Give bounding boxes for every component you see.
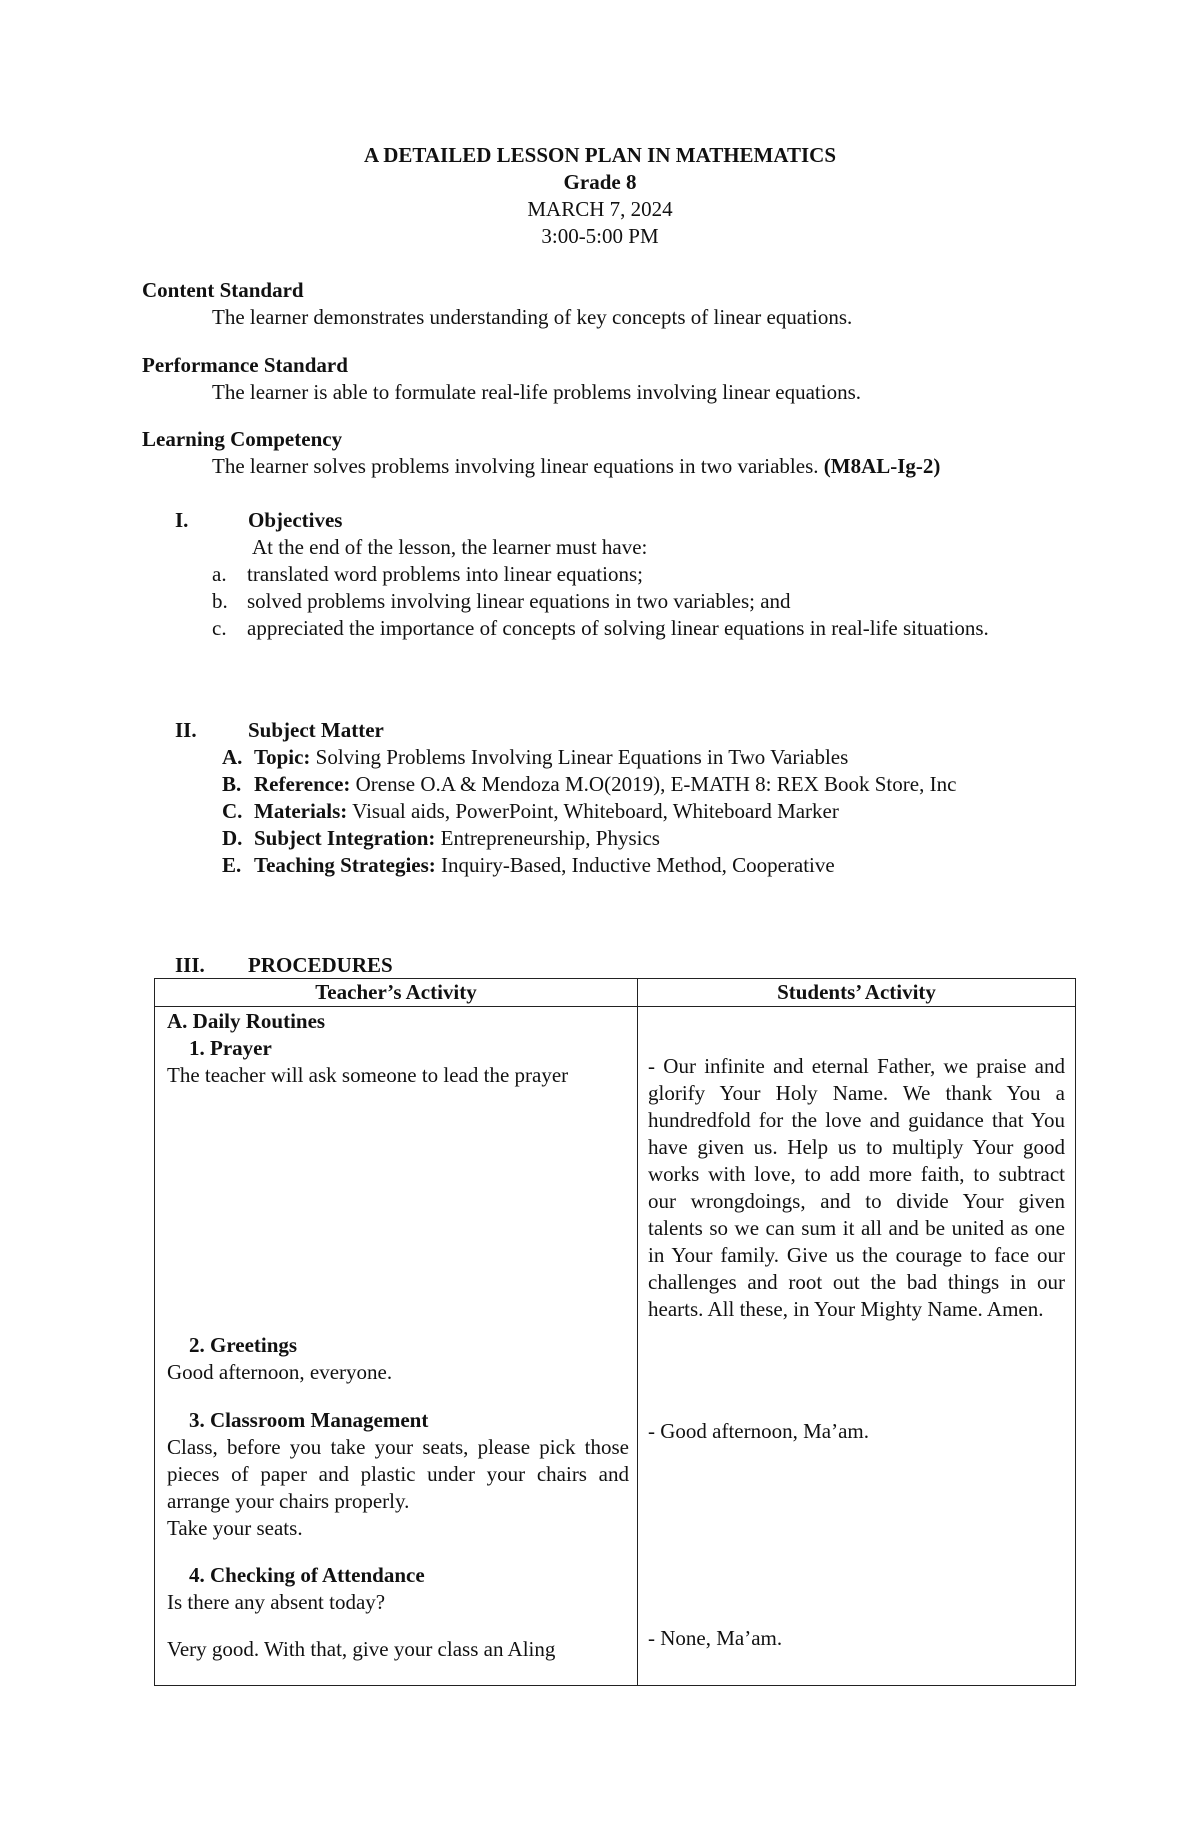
objectives-heading: Objectives (248, 508, 343, 532)
learning-competency-line (212, 453, 940, 480)
procedures-numeral: III. (175, 953, 205, 977)
subject-matter-numeral: II. (175, 718, 197, 742)
subject-item-topic (254, 744, 848, 771)
objective-b-text: solved problems involving linear equations in two variables; and (247, 589, 791, 613)
student-prayer-response: - Our infinite and eternal Father, we praise and glorify Your Holy Name. We thank You a hundredfold for the love and guidance that You have given us. Help us to multiply Your good works with love, to add more faith, to subtract our wrongdoings, and to divide Your given talents so we can sum it all and be united as one in Your family. Give us the courage to face our challenges and root out the bad things in our hearts. All these, in Your Mighty Name. Amen. (648, 1054, 1065, 1321)
learning-competency-text: The learner solves problems involving linear equations in two variables. (212, 454, 819, 478)
greetings-text: Good afternoon, everyone. (167, 1360, 393, 1384)
take-seats-text: Take your seats. (167, 1516, 303, 1540)
teacher-activity-cell (155, 1007, 638, 1686)
daily-routines-heading: A. Daily Routines (167, 1009, 326, 1033)
objectives-numeral: I. (175, 508, 189, 532)
materials-value: Visual aids, PowerPoint, Whiteboard, Whiteboard Marker (352, 799, 839, 823)
objective-c-text: appreciated the importance of concepts of solving linear equations in real-life situations. (247, 616, 989, 640)
reference-value: Orense O.A & Mendoza M.O(2019), E-MATH 8: REX Book Store, Inc (355, 772, 957, 796)
attendance-heading: 4. Checking of Attendance (189, 1563, 425, 1587)
student-greeting-response: - Good afternoon, Ma’am. (648, 1419, 870, 1443)
classroom-management-heading: 3. Classroom Management (189, 1408, 429, 1432)
objective-b-letter: b. (212, 589, 228, 613)
prayer-instruction: The teacher will ask someone to lead the prayer (167, 1063, 569, 1087)
subject-item-integration (254, 825, 660, 852)
materials-label: Materials: (254, 799, 348, 823)
integration-label: Subject Integration: (254, 826, 436, 850)
attendance-question: Is there any absent today? (167, 1590, 386, 1614)
students-activity-cell (638, 1007, 1076, 1686)
topic-label: Topic: (254, 745, 311, 769)
lesson-date: MARCH 7, 2024 (527, 197, 673, 221)
content-standard-text: The learner demonstrates understanding of key concepts of linear equations. (212, 305, 853, 329)
document-title: A DETAILED LESSON PLAN IN MATHEMATICS (364, 143, 836, 167)
procedures-heading: PROCEDURES (248, 953, 393, 977)
subject-item-e-letter: E. (222, 853, 242, 877)
subject-item-a-letter: A. (222, 745, 243, 769)
procedures-table (154, 978, 1076, 1686)
objective-a-text: translated word problems into linear equations; (247, 562, 643, 586)
content-standard-heading: Content Standard (142, 278, 304, 302)
grade-label: Grade 8 (563, 170, 637, 194)
competency-code: (M8AL-Ig-2) (823, 454, 941, 478)
objective-c-letter: c. (212, 616, 227, 640)
classroom-management-text: Class, before you take your seats, please pick those pieces of paper and plastic under your chairs and arrange your chairs properly. (167, 1435, 629, 1513)
lesson-time: 3:00-5:00 PM (541, 224, 659, 248)
learning-competency-heading: Learning Competency (142, 427, 343, 451)
students-activity-header: Students’ Activity (638, 979, 1076, 1007)
strategies-value: Inquiry-Based, Inductive Method, Cooperative (441, 853, 835, 877)
subject-item-b-letter: B. (222, 772, 242, 796)
performance-standard-text: The learner is able to formulate real-life problems involving linear equations. (212, 380, 862, 404)
student-attendance-response: - None, Ma’am. (648, 1626, 783, 1650)
integration-value: Entrepreneurship, Physics (440, 826, 660, 850)
teacher-activity-header: Teacher’s Activity (155, 979, 638, 1007)
attendance-followup: Very good. With that, give your class an Aling (167, 1637, 556, 1661)
topic-value: Solving Problems Involving Linear Equations in Two Variables (315, 745, 849, 769)
strategies-label: Teaching Strategies: (254, 853, 436, 877)
subject-item-materials (254, 798, 839, 825)
objective-a-letter: a. (212, 562, 227, 586)
subject-item-c-letter: C. (222, 799, 243, 823)
procedures-body-row (155, 1007, 1076, 1686)
greetings-heading: 2. Greetings (189, 1333, 298, 1357)
prayer-heading: 1. Prayer (189, 1036, 272, 1060)
objectives-intro: At the end of the lesson, the learner must have: (252, 535, 648, 559)
performance-standard-heading: Performance Standard (142, 353, 348, 377)
reference-label: Reference: (254, 772, 351, 796)
procedures-header-row (155, 979, 1076, 1007)
subject-item-reference (254, 771, 956, 798)
subject-item-d-letter: D. (222, 826, 243, 850)
subject-matter-heading: Subject Matter (248, 718, 384, 742)
subject-item-strategies (254, 852, 835, 879)
